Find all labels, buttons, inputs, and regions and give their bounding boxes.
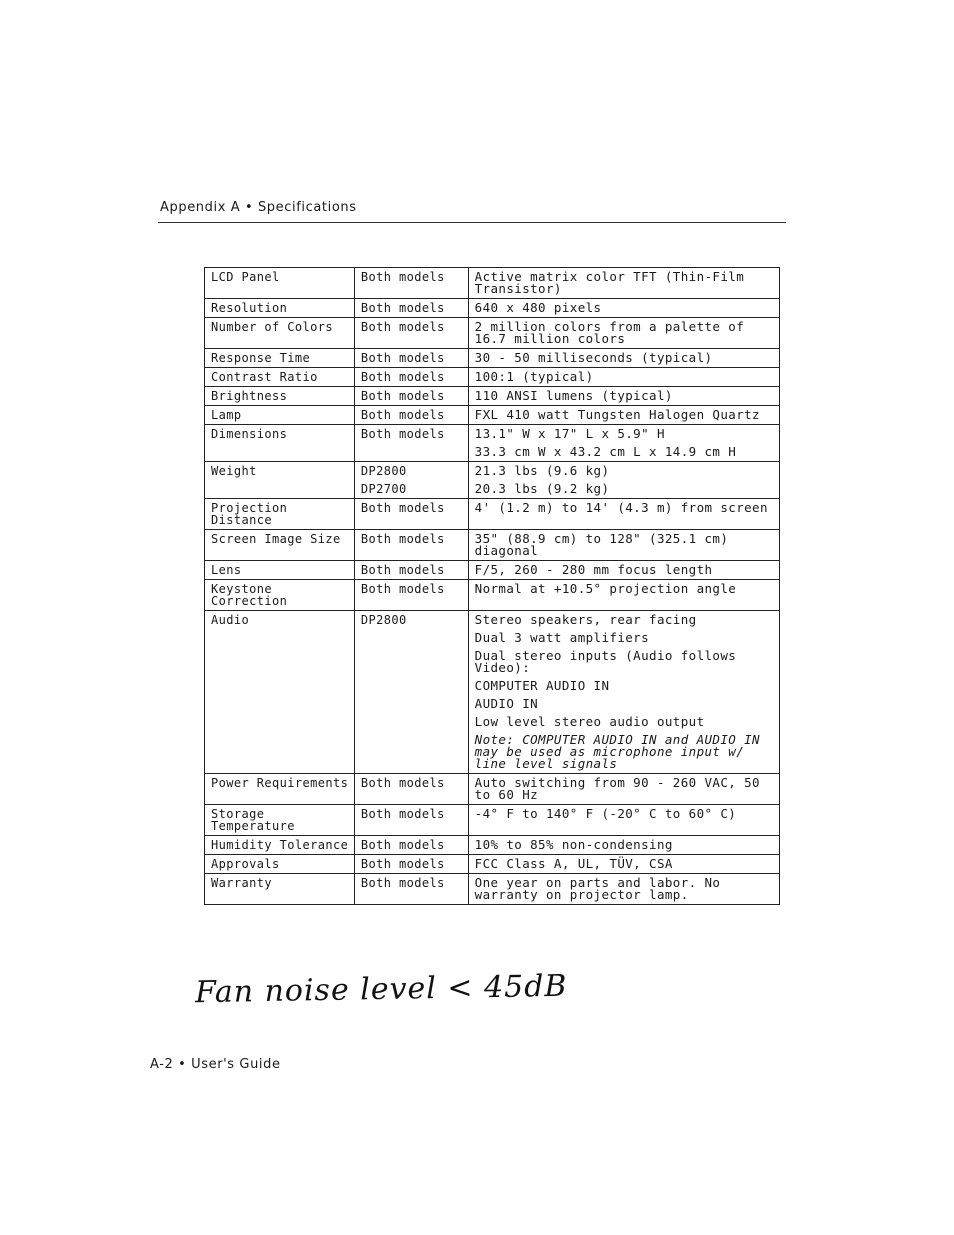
page-footer: A-2 • User's Guide [150,1057,281,1072]
spec-row [205,611,780,774]
spec-row [205,425,780,462]
spec-row [205,349,780,368]
spec-row [205,805,780,836]
spec-model-line: Both models [360,876,445,890]
spec-feature: Response Time [205,349,355,368]
spec-row [205,387,780,406]
page-header: Appendix A • Specifications [160,200,357,215]
spec-model-line: Both models [360,301,445,315]
spec-value-line: Normal at +10.5° projection angle [474,581,737,596]
spec-model-line: DP2700 [360,482,407,496]
spec-value-line: Low level stereo audio output [474,714,705,729]
spec-model [354,299,468,318]
spec-value-line: F/5, 260 - 280 mm focus length [474,562,713,577]
spec-value [468,425,779,462]
spec-model-line: DP2800 [360,613,407,627]
spec-model [354,406,468,425]
spec-value-line: 640 x 480 pixels [474,300,602,315]
spec-model-line: Both models [360,389,445,403]
spec-value [468,318,779,349]
spec-row [205,462,780,499]
spec-value [468,530,779,561]
spec-value [468,561,779,580]
spec-feature: Approvals [205,855,355,874]
spec-value [468,499,779,530]
spec-row [205,580,780,611]
spec-feature: Screen Image Size [205,530,355,561]
spec-value [468,406,779,425]
spec-model [354,774,468,805]
spec-model [354,349,468,368]
spec-value-line: Auto switching from 90 - 260 VAC, 50 to 60 Hz [474,775,760,802]
spec-model-line: DP2800 [360,464,407,478]
spec-model-line: Both models [360,857,445,871]
spec-model-line: Both models [360,370,445,384]
handwritten-note: Fan noise level < 45dB [194,968,568,1011]
spec-value [468,805,779,836]
spec-model [354,561,468,580]
spec-feature: Humidity Tolerance [205,836,355,855]
spec-model-line: Both models [360,532,445,546]
spec-row [205,874,780,905]
spec-value-line: 4' (1.2 m) to 14' (4.3 m) from screen [474,500,768,515]
spec-model-line: Both models [360,501,445,515]
spec-model [354,318,468,349]
spec-value-line: COMPUTER AUDIO IN [474,678,610,693]
spec-value-line: 13.1" W x 17" L x 5.9" H [474,426,665,441]
spec-feature: Lens [205,561,355,580]
spec-model [354,855,468,874]
spec-model [354,462,468,499]
spec-row [205,499,780,530]
spec-value-line: -4° F to 140° F (-20° C to 60° C) [474,806,737,821]
spec-feature: Brightness [205,387,355,406]
spec-row [205,406,780,425]
spec-feature: Contrast Ratio [205,368,355,387]
spec-feature: Resolution [205,299,355,318]
spec-model-line: Both models [360,563,445,577]
spec-row [205,318,780,349]
spec-value [468,836,779,855]
spec-value [468,349,779,368]
spec-row [205,299,780,318]
spec-row [205,368,780,387]
spec-value-line: 110 ANSI lumens (typical) [474,388,673,403]
spec-model [354,368,468,387]
specifications-table [204,267,780,905]
spec-model-line: Both models [360,408,445,422]
spec-feature: Weight [205,462,355,499]
spec-feature: LCD Panel [205,268,355,299]
spec-model [354,580,468,611]
spec-value-note: Note: COMPUTER AUDIO IN and AUDIO IN may be used as microphone input w/ line level signals [474,732,760,771]
spec-model-line: Both models [360,582,445,596]
spec-feature: Audio [205,611,355,774]
spec-value-line: FXL 410 watt Tungsten Halogen Quartz [474,407,760,422]
spec-model [354,874,468,905]
header-rule [158,222,786,223]
spec-feature: Projection Distance [205,499,355,530]
spec-value-line: One year on parts and labor. No warranty on projector lamp. [474,875,721,902]
spec-model [354,611,468,774]
spec-value-line: Stereo speakers, rear facing [474,612,697,627]
spec-value-line: 10% to 85% non-condensing [474,837,673,852]
spec-model-line: Both models [360,838,445,852]
spec-row [205,561,780,580]
spec-value [468,580,779,611]
spec-model [354,387,468,406]
spec-model [354,425,468,462]
spec-model [354,530,468,561]
spec-feature: Warranty [205,874,355,905]
spec-value-line: FCC Class A, UL, TÜV, CSA [474,856,673,871]
spec-feature: Dimensions [205,425,355,462]
spec-value [468,462,779,499]
spec-value-line: 33.3 cm W x 43.2 cm L x 14.9 cm H [474,444,737,459]
spec-row [205,268,780,299]
spec-value-line: 20.3 lbs (9.2 kg) [474,481,610,496]
spec-model-line: Both models [360,807,445,821]
spec-feature: Number of Colors [205,318,355,349]
spec-row [205,855,780,874]
spec-feature: Power Requirements [205,774,355,805]
spec-value [468,299,779,318]
spec-model [354,268,468,299]
spec-value-line: 35" (88.9 cm) to 128" (325.1 cm) diagonal [474,531,729,558]
spec-value [468,611,779,774]
spec-feature: Lamp [205,406,355,425]
spec-value [468,387,779,406]
spec-model [354,805,468,836]
spec-model [354,499,468,530]
spec-value-line: AUDIO IN [474,696,539,711]
spec-model-line: Both models [360,320,445,334]
spec-model-line: Both models [360,427,445,441]
spec-feature: Keystone Correction [205,580,355,611]
spec-model-line: Both models [360,776,445,790]
spec-value-line: 100:1 (typical) [474,369,594,384]
spec-row [205,836,780,855]
spec-value [468,855,779,874]
spec-value-line: Dual stereo inputs (Audio follows Video): [474,648,737,675]
spec-value-line: 21.3 lbs (9.6 kg) [474,463,610,478]
spec-model-line: Both models [360,270,445,284]
spec-model [354,836,468,855]
spec-feature: Storage Temperature [205,805,355,836]
spec-value [468,874,779,905]
spec-value [468,368,779,387]
spec-row [205,774,780,805]
spec-value-line: 2 million colors from a palette of 16.7 million colors [474,319,745,346]
spec-row [205,530,780,561]
spec-value-line: Active matrix color TFT (Thin-Film Transistor) [474,269,745,296]
specifications-table-body [205,268,780,905]
spec-value [468,774,779,805]
spec-value-line: 30 - 50 milliseconds (typical) [474,350,713,365]
spec-value-line: Dual 3 watt amplifiers [474,630,650,645]
spec-value [468,268,779,299]
spec-model-line: Both models [360,351,445,365]
